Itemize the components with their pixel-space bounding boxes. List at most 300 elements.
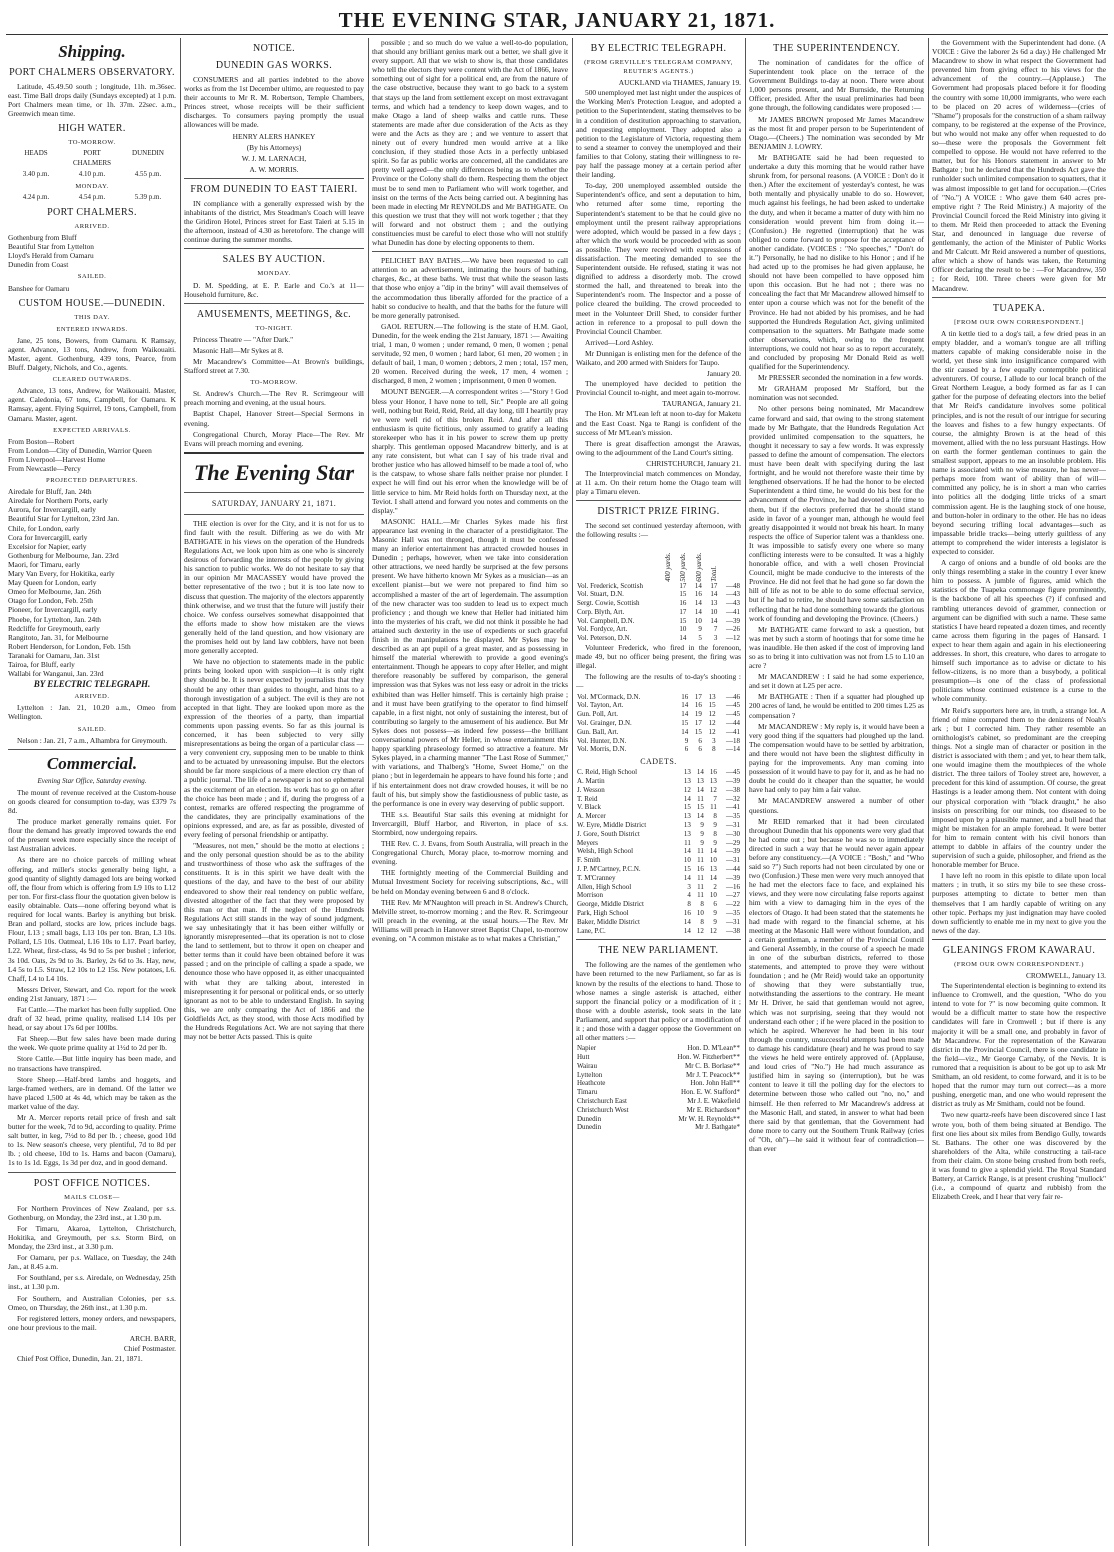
high-water-heading: HIGH WATER. [58, 123, 126, 135]
tide-value: 4.55 p.m. [134, 169, 162, 178]
cadet-row [576, 874, 741, 883]
score-cell: 12 [683, 785, 691, 794]
score-cell: 12 [708, 710, 716, 719]
score-cell: 13 [683, 777, 691, 786]
firing-col-label: 500 yards. [679, 552, 688, 582]
telegraph-sailed-text: Nelson : Jan. 21, 7 a.m., Alhambra for Greymouth. [17, 735, 168, 745]
news-paragraph: THE s.s. Beautiful Star sails this evening at midnight for Invercargill, Bluff Harbor, and Riverton, in place of s.s. Stormbird, now undergoing repairs. [372, 809, 568, 837]
post-item: For Timaru, Akaroa, Lyttelton, Christchurch, Hokitika, and Greymouth, per s.s. Storm Bird, on Monday, the 23rd inst., at 3.30 p.m. [8, 1223, 176, 1252]
departure-item: Robert Henderson, for London, Feb. 15th [8, 641, 131, 651]
score-cell: 15 [696, 803, 704, 812]
row-label: Christchurch East [577, 1096, 627, 1105]
score-cell: 7 [713, 794, 717, 803]
row-label: Gun. Poll, Art. [577, 710, 619, 719]
row-label: Gun. Ball, Art. [577, 727, 619, 736]
score-cell: Mr E. Richardson* [686, 1105, 740, 1114]
score-cell: 16 [709, 768, 717, 777]
row-label: Napier [577, 1044, 597, 1053]
score-cell: 14 [710, 616, 718, 625]
score-cell: —39 [726, 847, 740, 856]
score-cell: —41 [726, 803, 740, 812]
post-item: For registered letters, money orders, and newspapers, one hour previous to the mail. [8, 1313, 176, 1332]
score-cell: 16 [694, 701, 702, 710]
leader-paragraph: possible ; and so much do we value a well-to-do population, that should any brilliant genius mark out a better, we shall give it every support. All that we wish to show is, that those candidates who tell the electors they were content with the Act of 1866, leave something out of sight for a political end, are from the nature of the case obstructive, because they want to go back to a system that stays up the land from settlement except on most extravagant terms, and which had a tendency to keep down wages, and to make Otago a land of sheep walks and cattle runs. These statements are made after due consideration of the Acts as they were and the Acts as they are ; and we venture to assert that ninety out of every hundred men would arrive at a like conclusion, if they studied those Acts in a perfectly unbiased spirit. So far as public works are concerned, all the candidates are pretty well agreed—the only differences being as to whether the Province or the Colony shall do them. Respecting them the object must be to send men to Parliament who will work together, and insist on the terms of the Acts being carried out. A beginning has been made in electing Mr REYNOLDS and Mr BATHGATE. On this question we trust that they will not work together ; that they will forward and not obstruct them ; and the outlying constituencies must be careful to elect those who will not stultify what Dunedin has done by electing opponents to them. [372, 38, 568, 248]
score-cell: —26 [726, 625, 740, 634]
row-label: J. P. M'Cartney, P.C.N. [577, 864, 641, 873]
score-cell: 11 [697, 891, 704, 900]
departure-item: Excelsior for Napier, early [8, 541, 87, 551]
amusements-heading: AMUSEMENTS, MEETINGS, &c. [196, 308, 352, 320]
christchurch-dateline: CHRISTCHURCH, January 21. [646, 458, 741, 468]
entered-text: Jane, 25 tons, Bowers, from Oamaru. K Ramsay, agent. Advance, 13 tons, Andrew, from Waikouaiti. Master, agent. Gothenburg, 439 tons, Pearce, from Bluff. Dalgety, Nichols, and Co., agents. [8, 335, 176, 373]
divider [184, 303, 364, 304]
score-cell: —38 [726, 926, 740, 935]
firing-row [576, 634, 741, 643]
score-cell: Hon. John Hall** [690, 1079, 740, 1088]
letter-paragraph: A tin kettle tied to a dog's tail, a few dried peas in an empty bladder, and a woman's tongue are all trifling matters capable of making considerable noise in the world, yet these sink into insignificance compared with the stir caused by a few equally contemptible political adventurers. Of course, I allude to our local branch of the Great Northern League, a body formed as far as I can gather for the purpose of defeating electors into the belief that Mr Reid's candidature involves some political principles, and is not the result of our intrigue for securing the loaves and fishes to a few hungry expectants. Of course, the almighty Brown is at the head of this movement, allied with the no less pursuant Hastings. How on earth the former gentleman continues to gain the smallest support, appears to me an insoluble problem. His name is associated with no wise measure, he has never—perhaps more from want of ability than of will—committed any policy, he is in short a man who carries into politics all the dodging little tricks of a smart commission agent. He is the laughing stock of one house, and button-holer in ordinary to the other. He has no ideas beyond securing trifling local advantages—such as impassable bridle tracks—being utterly guiltless of any attempt to comprehend the wider interests a legislator is expected to consider. [932, 328, 1106, 556]
score-cell: 14 [681, 727, 689, 736]
kawarau-dateline: CROMWELL, January 13. [1025, 971, 1106, 980]
score-cell: 13 [696, 777, 704, 786]
row-label: A. Mercer [577, 812, 606, 821]
score-cell: 12 [708, 727, 716, 736]
sailing-item: Banshee for Oamaru [8, 283, 70, 293]
departure-item: May Queen for London, early [8, 578, 97, 588]
column-rule [745, 38, 746, 1546]
post-office-heading: POST OFFICE NOTICES. [33, 1177, 151, 1189]
firing-table-2 [576, 693, 741, 755]
score-cell: 12 [696, 926, 704, 935]
customs-heading: CUSTOM HOUSE.—DUNEDIN. [18, 297, 166, 309]
commercial-paragraph: The produce market generally remains quiet. For flour the demand has greatly improved towards the end of the present week more especially since the receipt of last Australian advices. [8, 817, 176, 854]
auckland-para: The unemployed have decided to petition the Provincial Council to-night, and meet again to-morrow. [576, 379, 741, 398]
departure-item: Otago for London, Feb. 25th [8, 596, 93, 606]
commercial-dateline: Evening Star Office, Saturday evening. [37, 776, 147, 785]
row-label: Vol. Fordyce, Art. [577, 625, 628, 634]
post-item: For Northern Provinces of New Zealand, per s.s. Gothenburg, on Monday, the 23rd inst., at 1.30 p.m. [8, 1203, 176, 1222]
score-cell: 9 [713, 838, 717, 847]
gas-signature-line: W. J. M. LARNACH, [241, 153, 307, 163]
departure-item: Cora for Invercargill, early [8, 532, 88, 542]
firing-rows [576, 693, 741, 755]
departure-item: Mary Van Every, for Hokitika, early [8, 569, 115, 579]
telegram-paragraph: To-day, 200 unemployed assembled outside the Superintendent's office, and sent a deputation to him, who returned after some time, reporting the Superintendent's statement to be that he could give no employment until the present railway appropriations were adopted, which would be passed in a few days ; after which the work would be proceeded with as soon as possible. They were received with expressions of dissatisfaction. The meeting demanded to see the Superintendent outside. He refused, stating it was not dignified to address a disorderly mob. The crowd stormed the hall, and threatened to break into the Superintendent's room. The Inspector and a posse of police cleared the building. The crowd proceeded to meet in the Volunteer Drill Shed, to consider further action in reference to a proposal to pull down the Provincial Council Chamber. [576, 181, 741, 336]
expected-list [8, 437, 176, 473]
score-cell: 11 [697, 856, 704, 865]
telegram-paragraph: Mr Dunnigan is enlisting men for the defence of the Waikato, and 200 armed with Sniders for Taupo. [576, 348, 741, 367]
firing-row [576, 710, 741, 719]
score-cell: Mr C. B. Borlase** [684, 1061, 740, 1070]
score-cell: 13 [683, 812, 691, 821]
report-paragraph: Mr MACANDREW answered a number of other questions. [749, 796, 924, 815]
score-cell: —31 [726, 856, 740, 865]
tuapeka-heading: TUAPEKA. [992, 302, 1046, 314]
firing-row [576, 693, 741, 702]
commercial-paragraph: As there are no choice parcels of milling wheat offering, and miller's stocks generally being light, a good quantity of slightly damaged lots are being worked off, the flour from which is offering from L9 10s to L12 per ton. For first-class flour the quotation given below is easily obtainable. Oats—none offering beyond what is required for local wants. Barley is anything but brisk. Bran and pollard, stocks are low, prices include bags. Flour, L13 ; small bags, L13 10s per ton. Bran, L3 10s. Pollard, L5 10s. Oatmeal, L16 10s to L17. Pearl barley, L22. Wheat, first-class, 4s 9d to 5s per bushel ; inferior, 3s 10d. Oats, 2s 9d to 3s. Barley, 2s 6d to 3s. Hay, new, L4 5s to L5. Straw, L2 10s to L2 15s. New potatoes, L6. Chaff, L4 to L4 10s. [8, 855, 176, 983]
score-cell: 16 [679, 599, 687, 608]
agency-credit: (FROM GREVILLE'S TELEGRAM COMPANY, REUTER'S AGENTS.) [584, 59, 733, 76]
score-cell: 16 [694, 590, 702, 599]
row-label: Baker, Middle District [577, 917, 640, 926]
letter-paragraph: Two new quartz-reefs have been discovered since I last wrote you, both of them being situated at Bendigo. The first one lies about six miles from Bendigo Gully, towards St. Bathans. The other one was discovered by the shareholders of the Alta, while constructing a tail-race from their claim. On stone being crushed from both reefs, it was found to give a splendid yield. The Royal Standard Battery, at Carrick Range, is at present crushing "mullock" (i.e., a compound of quartz and rubbish) from the Elizabeth Creek, and I hear that very fair re- [932, 1110, 1106, 1202]
arrival-item: Gothenburg from Bluff [8, 233, 77, 243]
score-cell: 2 [713, 882, 717, 891]
entered-label: ENTERED INWARDS. [56, 325, 128, 333]
score-cell: —27 [726, 891, 740, 900]
christchurch-para: The Interprovincial match commences on Monday, at 11 a.m. On their return home the Otago team will play a Timaru eleven. [576, 469, 741, 497]
score-cell: 5 [698, 634, 702, 643]
score-cell: 9 [700, 829, 704, 838]
row-label: Timaru [577, 1088, 598, 1097]
tide-row [8, 193, 176, 202]
member-row [576, 1053, 741, 1062]
score-cell: 12 [709, 926, 717, 935]
score-cell: 15 [694, 727, 702, 736]
score-cell: 17 [679, 581, 687, 590]
score-cell: 16 [681, 692, 689, 701]
score-cell: 9 [700, 821, 704, 829]
news-paragraph: THE fortnightly meeting of the Commercial Building and Mutual Investment Society for receiving subscriptions, &c., will be held on Monday evening between 6 and 8 o'clock. [372, 868, 568, 896]
auckland-dateline: AUCKLAND via THAMES, January 19. [618, 78, 741, 88]
leader-continuation [372, 38, 568, 247]
firing-row [576, 745, 741, 754]
row-label: Sergt. Cowie, Scottish [577, 599, 640, 608]
member-row [576, 1097, 741, 1106]
divider [932, 939, 1106, 940]
firing-header-row [576, 542, 741, 582]
port-chalmers-label: PORT CHALMERS [72, 149, 112, 167]
row-label: Lane, P.C. [577, 926, 606, 935]
tonight-item: Mr Macandrew's Committee—At Brown's buildings, Stafford street at 7.30. [184, 356, 364, 376]
firing-col-label: 600 yards. [695, 552, 704, 582]
tuapeka-body [932, 329, 1106, 935]
firing-row [576, 625, 741, 634]
gas-works-heading: DUNEDIN GAS WORKS. [215, 60, 333, 71]
row-label: Meyers [577, 838, 598, 847]
row-label: Vol. Tayton, Art. [577, 701, 624, 710]
row-label: Vol. Hunter, D.N. [577, 736, 627, 745]
score-cell: 14 [681, 710, 689, 719]
cadet-row [576, 786, 741, 795]
cadet-row [576, 768, 741, 777]
telegraph-arrived-label: ARRIVED. [74, 693, 110, 701]
prize-firing-heading: DISTRICT PRIZE FIRING. [597, 506, 720, 518]
divider [184, 178, 364, 179]
score-cell: —48 [726, 581, 740, 590]
score-cell: 15 [683, 864, 691, 873]
score-cell: 14 [710, 590, 718, 599]
commercial-paragraph: Mr A. Mercer reports retail price of fresh and salt butter for the week, 7d to 9d, according to quality. Prime salt butter, in keg, 7½d to 8d per lb. ; cheese, good 10d to 1s. New season's cheese, very plentiful, 7d to 8d per lb. ; old cheese, 10d to 1s. Hams and bacon (Oamaru), 1s to 1s 1d. Eggs, 1s 3d per doz, and in good demand. [8, 1113, 176, 1168]
member-row [576, 1123, 741, 1132]
departure-item: Phoebe, for Lyttelton, Jan. 24th [8, 614, 101, 624]
score-cell: 14 [683, 926, 691, 935]
letter-paragraph: Mr Reid's supporters here are, in truth, a strange lot. A friend of mine compared them to the denizens of Noah's ark ; but I corrected him. They rather resemble an ornithologist's cabinet, so predominant are the creeping things. Not a single man of character or position in the district is associated with them ; and yet, to hear them talk, one would imagine them the mouthpieces of the whole district. The three tailors of Tooley street are, however, a precedent for this kind of assumption. Of course, the great Hastings is a leader among them. Not content with doing our physical corporation with "black draught," he also insists on prescribing for our minds, too diseased to be imposed upon by a plausible manner, and a bull head that might be mistaken for an ample forehead. It were better for him to remain content with his civil honors than attempt to dabble in affairs of the country under the supervision of such a guide, philosopher, and friend as the honorable member for Bruce. [932, 705, 1106, 870]
notice-heading: NOTICE. [253, 43, 295, 54]
news-paragraph: THE Rev. Mr M'Naughton will preach in St. Andrew's Church, Melville street, to-morrow morning ; and the Rev. R. Scrimgeour will preach in the evening, at the usual hours.—The Rev. Mr Williams will preach in Hanover street Baptist Chapel, to-morrow evening, on "A common mistake as to what makes a Christian," [372, 897, 568, 943]
score-cell: 14 [696, 785, 704, 794]
score-cell: —43 [726, 599, 740, 608]
masthead: THE EVENING STAR, JANUARY 21, 1871. [338, 8, 776, 32]
tide-header [8, 149, 176, 167]
member-row [576, 1071, 741, 1080]
mails-close-label: MAILS CLOSE— [64, 1193, 120, 1201]
score-cell: 17 [679, 607, 687, 616]
score-cell: 9 [713, 821, 717, 829]
row-label: Allen, High School [577, 882, 632, 891]
kawarau-body [932, 981, 1106, 1201]
news-paragraph: MASONIC HALL.—Mr Charles Sykes made his first appearance last evening in the character of a prestidigitator. The Masonic Hall was not thronged, though it must be confessed many an inferior entertainment has attracted crowded houses in Dunedin ; perhaps, however, when we take into consideration other attractions, we need hardly be surprised at the few persons present. We have hitherto known Mr Sykes as a musician—as an excellent pianist—but we were not prepared to find him so accomplished a master of the art of legerdemain. The assumption of the new character was too sudden to lead us to expect much proficiency ; and though we knew that Heller had initiated him into the mysteries of his craft, we did not think it possible he had attained such dexterity in the use of expedients or such graceful finish in the manipulations he displayed. Mr Sykes may be described as an apt pupil of a great master, and as possessing in himself the material wherewith to provide a good evening's entertainment. Though he appears to copy after Heller, and might therefore reasonably be suffered by comparison, the general impression was that Sykes was not less easy or adroit in the tricks exhibited than was Heller himself. This is certainly high praise ; and it must have been gratifying to the operator to find himself capable, in a first night, not only of sustaining the interest, but of contributing so largely to the amusement of his audience. But Mr Sykes does not possess—as indeed few possess—the brilliant conversational powers of Mr Heller, in whose entertainment this happy sparkling phraseology formed so attractive a feature. Mr Sykes played, in a charming manner "The Last Rose of Summer," with variations, and Thalberg's "Home, Sweet Home," on the piano ; but in legerdemain he appears to have found his forte ; and if his entertainment does not draw crowded houses, it will be no fault of his, but simply show the fastidiousness of public taste, as the performance is one in every way deserving of public support. [372, 516, 568, 808]
row-label: Morrison [577, 891, 604, 900]
tide-value: 4.10 p.m. [78, 169, 106, 178]
column-notices-leader [184, 38, 364, 1546]
score-cell: 19 [694, 710, 702, 719]
kawarau-source: (FROM OUR OWN CORRESPONDENT.) [954, 960, 1084, 968]
auckland-body [576, 88, 741, 367]
firing-row [576, 737, 741, 746]
local-news-body [372, 256, 568, 943]
commercial-paragraph: The mount of revenue received at the Custom-house on goods cleared for consumption to-day, was £379 7s 8d. [8, 787, 176, 815]
row-label: Vol. Frederick, Scottish [577, 581, 643, 590]
row-label: Vol. Stuart, D.N. [577, 590, 624, 599]
departure-item: Pioneer, for Invercargill, early [8, 605, 98, 615]
score-cell: —45 [726, 710, 740, 719]
score-cell: 11 [697, 873, 704, 882]
score-cell: 10 [696, 908, 704, 917]
score-cell: —31 [726, 821, 740, 829]
score-cell: —45 [726, 768, 740, 777]
sailed-list [8, 284, 176, 293]
score-cell: Mr J. Bathgate* [695, 1123, 740, 1132]
member-rows [576, 1044, 741, 1132]
score-cell: 6 [713, 900, 717, 909]
score-cell: 4 [687, 891, 691, 900]
member-row [576, 1079, 741, 1088]
score-cell: 14 [679, 634, 687, 643]
cadet-row [576, 795, 741, 804]
score-cell: 14 [709, 847, 717, 856]
score-cell: 10 [679, 625, 687, 634]
cadet-row [576, 865, 741, 874]
gas-signature-line: (By his Attorneys) [246, 142, 302, 152]
firing-intro: The second set continued yesterday afternoon, with the following results :— [576, 521, 741, 540]
row-label: Dunedin [577, 1123, 602, 1132]
post-office-footer: Chief Post Office, Dunedin, Jan. 21, 1871. [17, 1354, 143, 1364]
observatory-text: Latitude, 45.49.50 south ; longitude, 11h. m.36sec. east. Time Ball drops daily (Sundays excepted) at 1 p.m. Port Chalmers mean time, or 1h. 37m. 22sec. a.m., Greenwich mean time. [8, 82, 176, 119]
divider [8, 749, 176, 750]
cadet-row [576, 891, 741, 900]
row-label: Vol. M'Cormack, D.N. [577, 692, 641, 701]
score-cell: 17 [694, 718, 702, 727]
cadet-row [576, 777, 741, 786]
paper-title: The Evening Star [193, 459, 355, 485]
firing-rows [576, 582, 741, 644]
telegraph-sailed-label: SAILED. [77, 725, 107, 733]
score-cell: —31 [726, 917, 740, 926]
shipping-heading: Shipping. [58, 42, 126, 61]
departure-item: Rangitoto, Jan. 31, for Melbourne [8, 632, 109, 642]
row-label: C. Reid, High School [577, 768, 638, 777]
score-cell: 10 [709, 891, 717, 900]
score-cell: 15 [679, 616, 687, 625]
expected-item: From London—City of Dunedin, Warrior Queen [8, 445, 152, 455]
tauranga-dateline: TAURANGA, January 21. [662, 399, 741, 409]
masthead-rule [6, 34, 1108, 35]
column-rule [928, 38, 929, 1546]
row-label: Vol. Morris, D.N. [577, 745, 627, 754]
score-cell: 11 [697, 882, 704, 891]
news-paragraph: THE Rev. C. J. Evans, from South Australia, will preach in the Congregational Church, Moray place, to-morrow morning and evening. [372, 839, 568, 867]
column-correspondence [932, 38, 1106, 1546]
tonight-item: Princess Theatre — "After Dark." [193, 334, 294, 344]
score-cell: 15 [683, 803, 691, 812]
gas-signature: HENRY ALERS HANKEY [232, 131, 316, 141]
taieri-text: IN compliance with a generally expressed wish by the inhabitants of the district, Mrs Steadman's Coach will leave the Gridiron Hotel, Princes street for East Taieri at 5.15 in the afternoon, instead of 4.30 as heretofore. The change will continue during the summer months. [184, 198, 364, 245]
column-shipping [8, 38, 176, 1546]
this-day-label: THIS DAY. [74, 313, 110, 321]
score-cell: —14 [726, 745, 740, 754]
firing-row [576, 701, 741, 710]
auction-day: MONDAY. [257, 270, 291, 278]
expected-item: From Boston—Robert [8, 436, 75, 446]
tide-row [8, 170, 176, 179]
cadet-row [576, 856, 741, 865]
cadet-row [576, 803, 741, 812]
superintendency-continuation: the Government with the Superintendent had done. (A VOICE : Give the laborer 2s 6d a day.) He challenged Mr Macandrew to show in what respect the Government had prevented him from giving effect to his views for the advancement of the country.—(Applause.) The Government had proposals placed before it for flooding the country with some 10,000 immigrants, who were each to be placed on 20 acres of wilderness—(cries of "Shame") proposals for the construction of a sham railway company, to be registered at the expense of the Province, but who would not make any offer when requested to do so—these were the proposals the Government felt compelled to oppose. He would not have referred to the matter, but for his Honors statement in answer to Mr Bathgate ; but he declared that the Hundreds Act gave the runholder such unlimited compensation to squatters, that it was almost impossible to get land for occupation.—(Cries of "No.") A VOICE : Who gave them 640 acres pre-emptive right ? The Reid Ministry.) A majority of the Provincial Council forced the Reid Ministry into giving it to them. Mr Reid then proceeded to attack the Evening Star, and denounced in language due reverse of gentlemanly, the action of the Minister of Public Works and Mr Calcutt. Mr Reid answered a number of questions, after which a show of hands was taken, the Returning Officer declaring the result to be : —For Macandrew, 350 ; for Reid, 100. Three cheers were given for Mr Macandrew. [932, 38, 1106, 293]
score-cell: —32 [726, 794, 740, 803]
report-paragraph: Mr GRAHAM proposed Mr Stafford, but the nomination was not seconded. [749, 384, 924, 403]
firing-col-header [710, 542, 741, 582]
score-cell: 9 [698, 625, 702, 634]
score-cell: 6 [684, 745, 689, 754]
parliament-heading: THE NEW PARLIAMENT. [598, 945, 719, 957]
report-paragraph: Mr BATHGATE : Then if a squatter had ploughed up 200 acres of land, he would be entitled to 200 times L25 as compensation ? [749, 692, 924, 720]
tuapeka-source: [FROM OUR OWN CORRESPONDENT.] [954, 318, 1084, 326]
member-row [576, 1044, 741, 1053]
tauranga-para: The Hon. Mr M'Lean left at noon to-day for Maketu and the East Coast. Nga te Rangi is confident of the success of Mr M'Lean's mission. [576, 409, 741, 437]
report-paragraph: Mr MACANDREW : I said he had some experience, and set it down at L25 per acre. [749, 672, 924, 691]
kawarau-heading: GLEANINGS FROM KAWARAU. [942, 944, 1096, 956]
report-paragraph: The nomination of candidates for the office of Superintendent took place on the terrace of the Government Buildings to-day at noon. There were about 1,000 persons present, and Mr Burnside, the Returning Officer, presided. After the usual preliminaries had been gone through, the following candidates were proposed :— [749, 58, 924, 113]
superintendency-heading: THE SUPERINTENDENCY. [773, 43, 900, 54]
divider [576, 939, 741, 940]
column-local-news [372, 38, 568, 1546]
taieri-heading: FROM DUNEDIN TO EAST TAIERI. [190, 183, 358, 195]
tomorrow-label: TO-MORROW. [68, 139, 116, 147]
score-cell: 11 [697, 847, 704, 856]
commercial-paragraph: Store Cattle.—But little inquiry has been made, and no transactions have transpired. [8, 1054, 176, 1073]
divider [8, 1172, 176, 1173]
tonight-label: TO-NIGHT. [255, 324, 293, 332]
score-cell: 8 [713, 812, 717, 821]
auction-heading: SALES BY AUCTION. [222, 254, 326, 266]
column-superintendency [749, 38, 924, 1546]
row-label: T. Reid [577, 794, 598, 803]
firing-row [576, 719, 741, 728]
departure-item: Taranaki for Oamaru, Jan. 31st [8, 650, 100, 660]
score-cell: —39 [726, 616, 740, 625]
departure-item: Airedale for Northern Ports, early [8, 496, 108, 506]
cadet-row [576, 927, 741, 936]
cadet-row [576, 847, 741, 856]
score-cell: —16 [726, 882, 740, 891]
arrival-item: Beautiful Star from Lyttelton [8, 242, 95, 252]
firing-row [576, 599, 741, 608]
arrival-item: Lloyd's Herald from Oamaru [8, 251, 94, 261]
commercial-heading: Commercial. [46, 753, 138, 773]
divider [932, 297, 1106, 298]
row-label: Vol. Campbell, D.N. [577, 616, 635, 625]
score-cell: 14 [683, 847, 691, 856]
score-cell: —45 [726, 701, 740, 710]
tide-value: 4.54 p.m. [78, 192, 106, 201]
score-cell: 8 [700, 917, 704, 926]
score-cell: —44 [726, 718, 740, 727]
score-cell: 14 [696, 812, 704, 821]
score-cell: —30 [726, 829, 740, 838]
firing-table [576, 542, 741, 644]
report-paragraph: Mr MACANDREW : My reply is, it would have been a very good thing if the squatters had ploughed up the land. The compensation would have to be settled by arbitration, and there would not have been the slightest difficulty in paying for the improvements. Any man coming into possession of it would have to pay for it, and as he had no doubt he could do it cheaper than the squatter, he would have had only to pay him a fair value. [749, 721, 924, 795]
divider [184, 492, 364, 493]
score-cell: Mr J. T. Peacock** [686, 1070, 740, 1079]
post-item: For Oamaru, per p.s. Wallace, on Tuesday, the 24th Jan., at 8.45 a.m. [8, 1253, 176, 1272]
column-telegraph [576, 38, 741, 1546]
divider [372, 251, 568, 252]
row-label: T. M'Cranney [577, 873, 616, 882]
score-cell: 15 [679, 590, 687, 599]
score-cell: —35 [726, 812, 740, 821]
score-cell: 16 [696, 864, 704, 873]
score-cell: 14 [709, 873, 717, 882]
score-cell: —38 [726, 785, 740, 794]
score-cell: 3 [712, 736, 716, 745]
firing-note: Volunteer Frederick, who fired in the forenoon, made 49, but no officer being present, the firing was illegal. [576, 643, 741, 671]
score-cell: 3 [713, 634, 718, 643]
column-rule [368, 38, 369, 1546]
score-cell: —29 [726, 838, 740, 847]
score-cell: Hon. E. W. Stafford* [681, 1088, 740, 1097]
post-item: For Southern, and Australian Colonies, per s.s. Omeo, on Thursday, the 26th inst., at 1.30 p.m. [8, 1293, 176, 1312]
departure-item: Tairoa, for Bluff, early [8, 659, 75, 669]
cadet-row [576, 821, 741, 830]
divider [184, 514, 364, 515]
cadets-table [576, 768, 741, 935]
commercial-body [8, 788, 176, 1168]
row-label: Lyttelton [577, 1070, 603, 1079]
firing-col-label: 400 yards. [664, 552, 673, 582]
score-cell: —43 [726, 590, 740, 599]
score-cell: 11 [697, 794, 704, 803]
cleared-label: CLEARED OUTWARDS. [52, 376, 132, 384]
commercial-paragraph: Messrs Driver, Stewart, and Co. report for the week ending 21st January, 1871 :— [8, 984, 176, 1003]
tomorrow-item: Baptist Chapel, Hanover Street—Special Sermons in evening. [184, 409, 364, 428]
news-paragraph: PELICHET BAY BATHS.—We have been requested to call attention to an advertisement, intimating the hours of bathing, charges, &c., at these baths. We trust that while the season lasts that those who enjoy a "dip in the briny" will avail themselves of the accommodation thus liberally afforded for the practice of a habit so conducive to health, and that the baths for the future will be more generally patronised. [372, 256, 568, 320]
heads-label: HEADS [24, 149, 48, 158]
postmaster-signature: ARCH. BARR, [129, 1333, 176, 1343]
tomorrow-item: St. Andrew's Church.—The Rev R. Scrimgeour will preach morning and evening, at the usual hours. [184, 389, 364, 408]
score-cell: 13 [710, 599, 718, 608]
tide-value: 5.39 p.m. [134, 192, 162, 201]
report-paragraph: Mr BATHGATE came forward to ask a question, but was met by such a storm of hootings that for some time he was inaudible. He then asked if the cost of improving land so as to bring it into cultivation was not from L5 to L10 an acre ? [749, 624, 924, 671]
superintendency-body [749, 58, 924, 1153]
letter-paragraph: A cargo of onions and a bundle of old books are the only things resembling a stake in the country I ever knew him to possess. A jumble of figures, amid which the statistics of the Tuapeka commonage figure prominently, is the backbone of all his speeches (?) if confused and rambling utterances devoid of grammer, connection or argument can be dignified with such a name. These same statistics I have heard repeated a dozen times, and recently came across them figuring in the pages of Hansard. I expect to hear them again and again in his electioneering addresses. In short, this creature, who dares to arrogate to himself such importance as to advise or dictate to his fellow-citizens, is no more than a busybody, a political presumption—is one of the class of professional politicians whose continued existence is a curse to the whole community. [932, 558, 1106, 704]
leader-date: SATURDAY, JANUARY 21, 1871. [211, 498, 337, 508]
score-cell: —18 [726, 736, 740, 745]
leader-paragraph: We have no objection to statements made in the public prints being looked upon with suspicion—it is only right they should be. It is never expected by journalists that they should be any other than guides to thought, and hints to a thorough investigation of a subject. The evil is they are not accepted in that light. They are looked upon more as the expression of the theories of a party, than impartial comments upon passing events. So far as this journal is concerned, it has been subjected to very silly misrepresentations as being the organ of a particular class —a very convenient cry, supposing men to be unable to think and to be actuated by unreasoning impulse. But the electors should be far more suspicious of a mere election cry than of a public journal. The life of a newspaper is not so ephemeral as the excitement of an election. Its work has to go on after the choice has been made ; and if, during the progress of a contest, remarks are offered respecting the programme of the candidates, they are principally examinations of the opinions expressed, and are, as far as possible, divested of every feeling of personal friendship or antipathy. [184, 657, 364, 839]
score-cell: —41 [726, 607, 740, 616]
score-cell: Mr W. H. Reynolds** [678, 1114, 740, 1123]
row-label: Wairau [577, 1061, 598, 1070]
departure-item: Beautiful Star for Lyttelton, 23rd Jan. [8, 514, 120, 524]
